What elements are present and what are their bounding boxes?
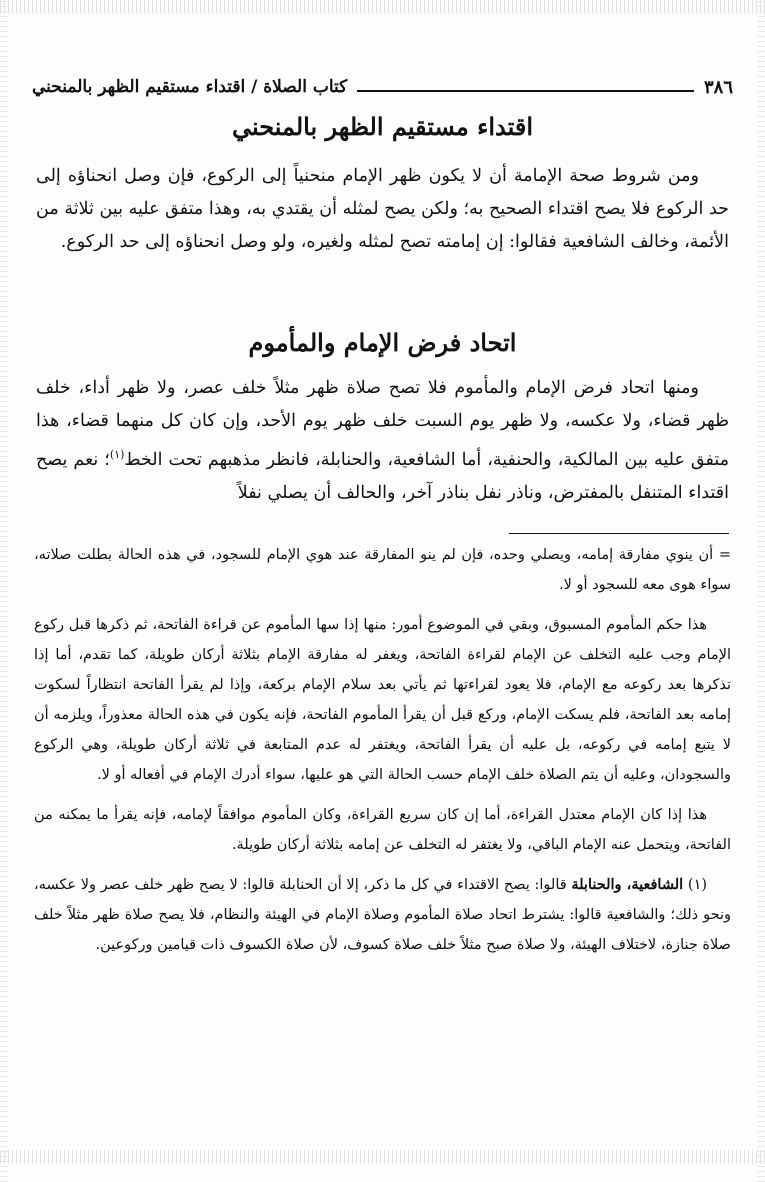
continuation-marker: = (718, 547, 732, 563)
continuation-text: أن ينوي مفارقة إمامه، ويصلي وحده، فإن لم ينو المفارقة عند هوي الإمام للسجود، في هذه الحالة بطلت صلاته، سواء هوى معه للسجود أو لا. (34, 547, 731, 593)
header-rule (357, 90, 694, 92)
footnote-1-schools: الشافعية، والحنابلة (571, 876, 684, 893)
footnote-reference: (١) (109, 448, 125, 461)
footnotes (34, 540, 731, 970)
footnote-1-marker: (١) (687, 877, 708, 893)
section-2-text-b: ؛ نعم يصح اقتداء المتنفل بالمفترض، وناذر نفل بناذر آخر، والحالف أن يصلي نفلاً (36, 449, 729, 503)
section-2-paragraph (36, 372, 729, 510)
footnote-paragraph-3: هذا إذا كان الإمام معتدل القراءة، أما إن كان سريع القراءة، وكان المأموم موافقاً لإمامه، فإنه يقرأ ما يمكنه من الفاتحة، ويتحمل عنه الإمام الباقي، ولا يغتفر له التخلف عن إمامه بثلاثة أركان طويلة. (34, 807, 731, 853)
section-1-paragraph: ومن شروط صحة الإمامة أن لا يكون ظهر الإمام منحنياً إلى الركوع، فإن وصل انحناؤه إلى حد الركوع فلا يصح اقتداء الصحيح به؛ ولكن يصح لمثله أن يقتدي به، وهذا متفق عليه بين ثلاثة من الأئمة، وخالف الشافعية فقالوا: إن إمامته تصح لمثله ولغيره، ولو وصل انحناؤه إلى حد الركوع. (36, 166, 729, 252)
footnote-paragraph-2: هذا حكم المأموم المسبوق، وبقي في الموضوع أمور: منها إذا سها المأموم عن قراءة الفاتحة، ثم ذكرها قبل ركوع الإمام وجب عليه التخلف عن الإمام لقراءة الفاتحة، ويغفر له مفارقة الإمام بثلاثة أركان طويلة، كما تقدم، أما إذا تذكرها بعد ركوعه مع الإمام، فلا يعود لقراءتها ثم يأتي بعد سلام الإمام بركعة، وإذا لم يقرأ الفاتحة انتظاراً لسكوت إمامه بعد الفاتحة، فلم يسكت الإمام، وركع قبل أن يقرأ المأموم الفاتحة، فإنه يكون في هذه الحالة معذوراً، ويلزمه أن لا يتبع إمامه في ركوعه، بل عليه أن يقرأ الفاتحة، ويغتفر له عدم المتابعة في ثلاثة أركان طويلة، وهي الركوع والسجودان، وعليه أن يتم الصلاة خلف الإمام حسب الحالة التي هو عليها، سواء أدرك الإمام في أفعاله أو لا. (34, 617, 731, 783)
footnote-1 (34, 870, 731, 960)
top-scan-edge (0, 0, 765, 14)
footnote-continuation (34, 540, 731, 600)
footnote-rule (509, 533, 729, 534)
running-title: كتاب الصلاة / اقتداء مستقيم الظهر بالمنحني (32, 77, 348, 97)
running-header (32, 74, 733, 100)
section-2-body (36, 372, 729, 510)
section-2-text-a: ومنها اتحاد فرض الإمام والمأموم فلا تصح صلاة ظهر مثلاً خلف عصر، ولا ظهر أداء، خلف ظهر قضاء، ولا عكسه، ولا ظهر يوم السبت خلف ظهر يوم الأحد، وإن كان كل منهما قضاء، هذا متفق عليه بين المالكية، والحنفية، أما الشافعية، والحنابلة، فانظر مذهبهم تحت الخط (36, 378, 729, 470)
section-heading-2: اتحاد فرض الإمام والمأموم (248, 328, 517, 357)
page-number: ٣٨٦ (703, 76, 733, 98)
footnote-1-text: قالوا: يصح الاقتداء في كل ما ذكر، إلا أن الحنابلة قالوا: لا يصح ظهر خلف عصر ولا عكسه، ونحو ذلك؛ والشافعية قالوا: يشترط اتحاد صلاة المأموم وصلاة الإمام في الهيئة والنظام، فلا يصح صلاة ظهر مثلاً خلف صلاة جنازة، لاختلاف الهيئة، ولا صلاة صبح مثلاً خلف صلاة كسوف، لأن صلاة الكسوف ذات قيامين وركوعين. (34, 877, 731, 953)
left-scan-edge (0, 0, 8, 1182)
bottom-scan-edge (0, 1150, 765, 1164)
section-1-body (36, 160, 729, 259)
right-scan-edge (757, 0, 765, 1182)
section-heading-1: اقتداء مستقيم الظهر بالمنحني (232, 112, 533, 141)
